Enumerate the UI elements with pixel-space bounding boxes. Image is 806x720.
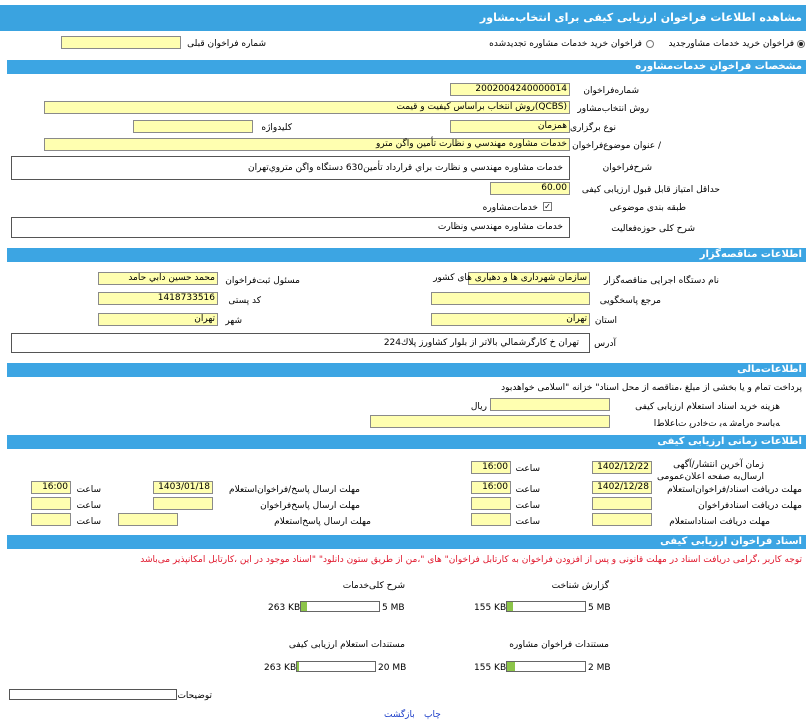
doc3-title: مستندات فراخوان مشاوره bbox=[509, 640, 609, 650]
desc-box: خدمات مشاوره مهندسي و نظارت براي قرارداد تأمين630 دستگاه واگن متروي‌تهران bbox=[11, 156, 570, 180]
province-field: تهران bbox=[431, 313, 590, 326]
send2-time-field bbox=[31, 497, 71, 510]
cost-label: هزینه خرید اسناد استعلام ارزیابی کیفی bbox=[635, 402, 780, 412]
city-field: تهران bbox=[98, 313, 218, 326]
consulting-checkbox: ✓ bbox=[544, 202, 551, 211]
doc1-size: 155 KB bbox=[474, 603, 507, 613]
officer-field: محمد حسين دابي حامد bbox=[98, 272, 218, 285]
doc1-max: 5 MB bbox=[588, 603, 611, 613]
minscore-field: 60.00 bbox=[490, 182, 570, 195]
recv2-time-field bbox=[471, 497, 511, 510]
send-label: مهلت ارسال پاسخ/فراخوان‌استعلام bbox=[229, 485, 360, 495]
recv-time-field: 16:00 bbox=[471, 481, 511, 494]
send3-date-field bbox=[118, 513, 178, 526]
schedule-header: اطلاعات زمانی ارزیابی کیفی bbox=[7, 435, 806, 449]
consulting-check-label: خدمات‌مشاوره bbox=[482, 203, 538, 213]
docs-header: اسناد فراخوان ارزیابی کیفی bbox=[7, 535, 806, 549]
activity-label: شرح کلی حوزه‌فعالیت bbox=[611, 224, 695, 234]
new-call-label: فراخوان خرید خدمات مشاور‌جدید bbox=[668, 39, 794, 49]
prev-number-field[interactable] bbox=[61, 36, 181, 49]
cost-field bbox=[490, 398, 610, 411]
doc4-max: 20 MB bbox=[378, 663, 407, 673]
postal-label: کد پستی bbox=[228, 296, 261, 306]
subject-label: / عنوان موضوع‌فراخوان bbox=[572, 141, 661, 151]
method-label: روش انتخاب‌مشاور bbox=[577, 104, 649, 114]
send2-label: مهلت ارسال پاسخ‌فراخوان bbox=[260, 501, 360, 511]
send2-date-field bbox=[153, 497, 213, 510]
renewed-call-radio[interactable] bbox=[646, 40, 654, 48]
address-box: تهران خ كارگرشمالي بالاتر از بلوار كشاورز پلاك224 bbox=[11, 333, 590, 353]
pub-time-word: ساعت bbox=[515, 464, 540, 474]
send3-time-word: ساعت bbox=[76, 517, 101, 527]
recv2-date-field bbox=[592, 497, 652, 510]
recv3-time-word: ساعت bbox=[515, 517, 540, 527]
renewed-call-label: فراخوان خرید خدمات مشاوره تجدیدشده bbox=[489, 39, 642, 49]
print-link[interactable]: چاپ bbox=[424, 710, 441, 720]
page-title: مشاهده اطلاعات فراخوان ارزیابی کیفی برای انتخاب‌مشاور bbox=[0, 5, 806, 31]
recv-time-word: ساعت bbox=[515, 485, 540, 495]
send-time-word: ساعت bbox=[76, 485, 101, 495]
recv3-time-field bbox=[471, 513, 511, 526]
subject-field: خدمات مشاوره مهندسي و نظارت تأمين واگن مترو bbox=[44, 138, 570, 151]
doc2-progress bbox=[300, 601, 380, 612]
finance-header: اطلاعات‌مالی bbox=[7, 363, 806, 377]
desc-label: شرح‌فراخوان bbox=[602, 163, 652, 173]
officer-label: مسئول ثبت‌فراخوان bbox=[225, 276, 300, 286]
type-field: همزمان bbox=[450, 120, 570, 133]
keyword-field bbox=[133, 120, 253, 133]
recv3-date-field bbox=[592, 513, 652, 526]
pub-label: زمان آخرین انتشار/آگهی ارسال‌به صفحه اعلان‌عمومی bbox=[657, 460, 764, 482]
ref-field bbox=[431, 292, 590, 305]
recv-date-field: 1402/12/28 bbox=[592, 481, 652, 494]
notes-label: توضیحات bbox=[177, 691, 212, 701]
recv3-label: مهلت دریافت اسناداستعلام bbox=[669, 517, 770, 527]
minscore-label: حداقل امتیاز قابل قبول ارزیابی کیفی bbox=[581, 185, 720, 195]
doc4-title: مستندات استعلام ارزیابی کیفی bbox=[288, 640, 405, 650]
doc3-max: 2 MB bbox=[588, 663, 611, 673]
doc3-size: 155 KB bbox=[474, 663, 507, 673]
postal-field: 1418733516 bbox=[98, 292, 218, 305]
notes-field[interactable] bbox=[9, 689, 177, 700]
recv2-time-word: ساعت bbox=[515, 501, 540, 511]
currency-label: ریال bbox=[470, 402, 487, 412]
keyword-label: کلیدواژه bbox=[261, 123, 292, 133]
payment-info-label: ﻪﺑﺎﺳﺣ ﻩﺭﺎﻣﺷ ﻪﺑ ﺕﺧﺍﺩﺭﭘ ﺕﺎﻋﻼﻁﺍ bbox=[653, 419, 780, 429]
doc1-title: گزارش شناخت bbox=[551, 581, 609, 591]
doc2-max: 5 MB bbox=[382, 603, 405, 613]
doc2-title: شرح کلی‌خدمات bbox=[342, 581, 405, 591]
category-label: طبقه بندی موضوعی bbox=[609, 203, 686, 213]
activity-box: خدمات مشاوره مهندسي ونظارت bbox=[11, 217, 570, 238]
send3-time-field bbox=[31, 513, 71, 526]
send-date-field: 1403/01/18 bbox=[153, 481, 213, 494]
prev-number-label: شماره فراخوان قبلی bbox=[187, 39, 266, 49]
send3-label: مهلت ارسال پاسخ‌استعلام bbox=[274, 517, 371, 527]
finance-note: پرداخت تمام و یا بخشی از مبلغ ،مناقصه از محل اسناد" خزانه "اسلامی خواهد‌بود bbox=[501, 383, 802, 393]
city-label: شهر bbox=[225, 316, 242, 326]
org-name-label: نام دستگاه اجرایی مناقصه‌گزار bbox=[604, 276, 719, 286]
send-time-field: 16:00 bbox=[31, 481, 71, 494]
doc3-progress bbox=[506, 661, 586, 672]
doc4-size: 263 KB bbox=[264, 663, 297, 673]
province-label: استان bbox=[594, 316, 617, 326]
type-label: نوع برگزاری bbox=[570, 123, 616, 133]
org-name-field: سازمان شهرداری ها و دهیاری های کشور bbox=[468, 272, 590, 285]
doc2-size: 263 KB bbox=[268, 603, 301, 613]
call-number-field: 2002004240000014 bbox=[450, 83, 570, 96]
specs-header: مشخصات فراخوان خدمات‌مشاوره bbox=[7, 60, 806, 74]
address-label: آدرس bbox=[594, 339, 616, 349]
org-header: اطلاعات مناقصه‌گزار bbox=[7, 248, 806, 262]
recv2-label: مهلت دریافت اسنادفراخوان bbox=[698, 501, 802, 511]
call-number-label: شماره‌فراخوان bbox=[583, 86, 639, 96]
send2-time-word: ساعت bbox=[76, 501, 101, 511]
new-call-radio[interactable] bbox=[797, 40, 805, 48]
doc1-progress bbox=[506, 601, 586, 612]
pub-time-field: 16:00 bbox=[471, 461, 511, 474]
doc4-progress bbox=[296, 661, 376, 672]
docs-notice: توجه کاربر ،گرامی دریافت اسناد در مهلت قانونی و پس از افزودن فراخوان به کارتابل فراخوان" های "،من از طریق ستون دانلود" "اسناد موجود در این ،کارتابل امکانپذیر می‌باشد bbox=[140, 555, 802, 565]
payment-info-field bbox=[370, 415, 610, 428]
ref-label: مرجع پاسخگویی bbox=[599, 296, 661, 306]
method-field: (QCBS)روش انتخاب براساس کیفیت و قیمت bbox=[44, 101, 570, 114]
pub-date-field: 1402/12/22 bbox=[592, 461, 652, 474]
recv-label: مهلت دریافت اسناد/فراخوان‌استعلام bbox=[667, 485, 802, 495]
back-link[interactable]: بازگشت bbox=[384, 710, 415, 720]
